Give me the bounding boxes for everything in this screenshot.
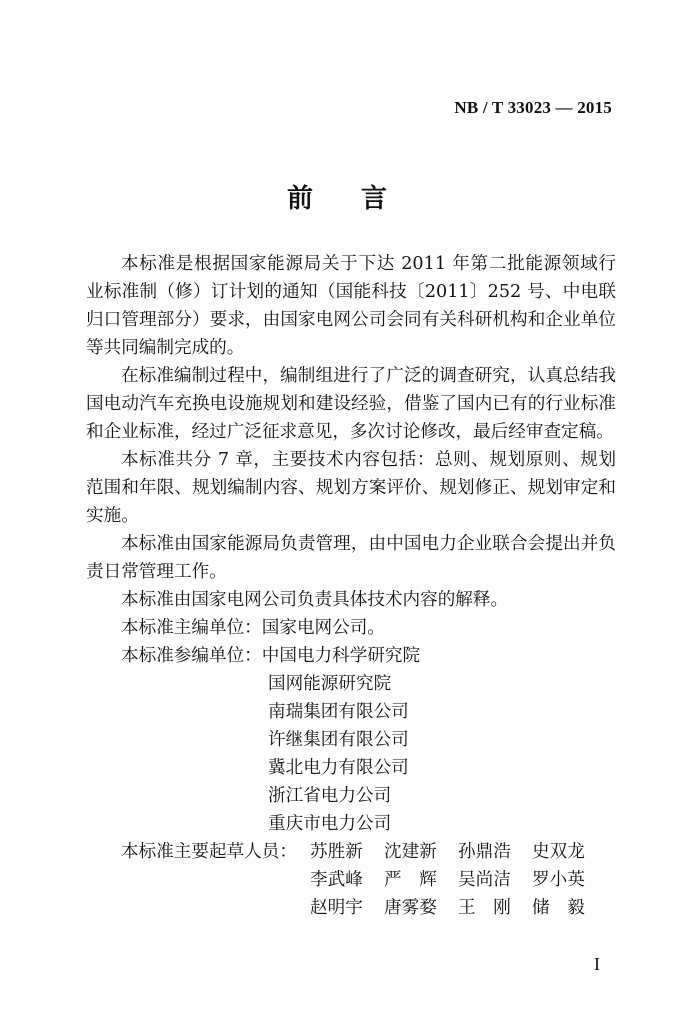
- drafter-name: 赵明宇: [310, 898, 363, 918]
- participating-label: 本标准参编单位：: [121, 646, 262, 666]
- drafter-name: 唐雾婺: [384, 898, 437, 918]
- drafters-names: [310, 838, 606, 922]
- participating-unit: 南瑞集团有限公司: [268, 702, 409, 722]
- drafters-row: [310, 838, 606, 866]
- drafter-name: 王 刚: [458, 898, 511, 918]
- paragraph-process: 在标准编制过程中，编制组进行了广泛的调查研究，认真总结我国电动汽车充换电设施规划和建设经验，借鉴了国内已有的行业标准和企业标准，经过广泛征求意见，多次讨论修改，最后经审查定稿。: [86, 366, 616, 442]
- paragraph-contents: 本标准共分 7 章，主要技术内容包括：总则、规划原则、规划范围和年限、规划编制内容、规划方案评价、规划修正、规划审定和实施。: [86, 450, 616, 526]
- participating-unit: 中国电力科学研究院: [261, 646, 421, 666]
- drafter-name: 沈建新: [384, 842, 437, 862]
- paragraph-management: 本标准由国家能源局负责管理，由中国电力企业联合会提出并负责日常管理工作。: [86, 534, 616, 582]
- preface-body: [86, 250, 616, 922]
- drafter-name: 苏胜新: [310, 842, 363, 862]
- participating-unit: 冀北电力有限公司: [268, 758, 409, 778]
- drafter-name: 孙鼎浩: [458, 842, 511, 862]
- drafter-name: 严 辉: [384, 870, 437, 890]
- paragraph-basis: 本标准是根据国家能源局关于下达 2011 年第二批能源领域行业标准制（修）订计划的通知（国能科技〔2011〕252 号、中电联归口管理部分）要求，由国家电网公司会同有关科研机构和企业单位等共同编制完成的。: [86, 254, 616, 358]
- participating-unit: 重庆市电力公司: [268, 814, 392, 834]
- drafters-row: [310, 866, 606, 894]
- drafters-section: [86, 838, 616, 922]
- drafters-row: [310, 894, 606, 922]
- paragraph-interpretation: 本标准由国家电网公司负责具体技术内容的解释。: [121, 590, 509, 610]
- drafter-name: 罗小英: [532, 870, 585, 890]
- drafter-name: 史双龙: [532, 842, 585, 862]
- chief-editor-unit: 本标准主编单位：国家电网公司。: [121, 618, 385, 638]
- drafter-name: 储 毅: [532, 898, 585, 918]
- participating-unit: 浙江省电力公司: [268, 786, 392, 806]
- participating-units-list: [86, 670, 616, 838]
- standard-code: NB / T 33023 — 2015: [454, 98, 612, 117]
- participating-unit: 国网能源研究院: [268, 674, 392, 694]
- page-number: I: [594, 954, 600, 974]
- participating-unit: 许继集团有限公司: [268, 730, 409, 750]
- page-title: 前言: [286, 184, 435, 214]
- drafter-name: 吴尚洁: [458, 870, 511, 890]
- drafters-label: 本标准主要起草人员：: [121, 842, 297, 862]
- drafter-name: 李武峰: [310, 870, 363, 890]
- participating-units-label: [86, 642, 616, 670]
